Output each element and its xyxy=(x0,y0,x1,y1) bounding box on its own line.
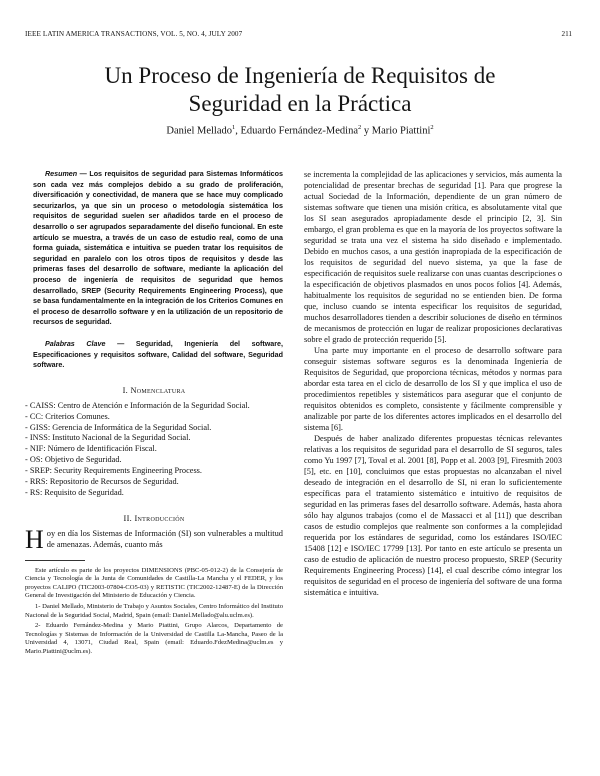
keywords-text: — Seguridad, Ingeniería del software, Especificaciones y requisitos software, Calidad del software, Seguridad software. xyxy=(33,339,283,370)
abstract xyxy=(33,169,283,328)
abstract-label: Resumen xyxy=(45,170,78,178)
author-3: Mario Piattini xyxy=(371,125,431,137)
paper-title xyxy=(40,62,560,118)
list-item: - CAISS: Centro de Atención e Información de la Seguridad Social. xyxy=(25,400,250,410)
author-1-affiliation: 1 xyxy=(231,124,236,131)
running-head: IEEE LATIN AMERICA TRANSACTIONS, VOL. 5, NO. 4, JULY 2007 xyxy=(25,30,243,38)
keywords-label: Palabras Clave xyxy=(45,339,106,348)
list-item: - SREP: Security Requirements Engineering Process. xyxy=(25,466,202,476)
abstract-text: — Los requisitos de seguridad para Sistemas Informáticos son cada vez más complejos debido a su grado de proliferación, diversificación y conectividad, de manera que se hace muy complicado securizarlos, ya que sin un proceso o metodología sistemática los requisitos de seguridad suelen ser añadidos tarde en el proceso de desarrollo o ser agrupados separadamente del diseño funcional. En este artículo se muestra, a través de un caso de estudio real, como de una forma guiada, sistemática e intuitiva se pueden tratar los requisitos de seguridad en paralelo con los otros tipos de requisitos y desde las primeras fases del desarrollo de software, mediante la aplicación del proceso de ingeniería de requisitos de seguridad que hemos desarrollado, SREP (Security Requirements Engineering Process), que se basa fundamentalmente en la integración de los Criterios Comunes en el proceso de desarrollo software y en la utilización de un repositorio de recursos de seguridad. xyxy=(33,170,283,327)
author-1: Daniel Mellado xyxy=(166,125,232,137)
footnote-funding: Este artículo es parte de los proyectos DIMENSIONS (PBC-05-012-2) de la Consejería de Ciencia y Tecnología de la Junta de Comunidades de Castilla-La Mancha y el FEDER, y los proyectos CALIPO (TIC2003-07804-CO5-03) y RETISTIC (TIC2002-12487-E) de la Dirección General de Investigación del Ministerio de Educación y Ciencia. xyxy=(25,566,283,600)
author-separator: , xyxy=(235,125,241,137)
index-terms xyxy=(33,339,283,371)
introduction-paragraph xyxy=(25,524,283,554)
author-2-affiliation: 2 xyxy=(357,124,362,131)
list-item: - INSS: Instituto Nacional de la Seguridad Social. xyxy=(25,433,191,443)
footnote-author-1: 1- Daniel Mellado, Ministerio de Trabajo y Asuntos Sociales, Centro Informático del Instituto Nacional de la Seguridad Social, Madrid, Spain (email: Daniel.Mellado@alu.uclm.es). xyxy=(25,603,283,619)
author-separator: y xyxy=(361,125,372,137)
left-column xyxy=(25,169,283,659)
page-number: 211 xyxy=(561,30,572,38)
list-item: - OS: Objetivo de Seguridad. xyxy=(25,455,122,465)
right-column xyxy=(304,169,562,598)
body-paragraph: Después de haber analizado diferentes propuestas técnicas relevantes relativas a los requisitos de seguridad para el desarrollo de SI seguros, tales como Yu 1997 [7], Toval et al. 2001 [8], Popp et al. 2003 [9], Firesmith 2003 [5], etc. en [10], concluimos que estas propuestas no alcanzaban el nivel deseado de integración en el desarrollo de SI, ni eran lo suficientemente específicas para el tratamiento sistemático e intuitivo de requisitos de seguridad en las primeras fases del desarrollo software. Además, hasta ahora sólo hay algunos trabajos (como el de Massacci et al [11]) que describan casos de estudio complejos que realmente son conformes a la complejidad requerida por los estándares de seguridad, como los estándares ISO/IEC 15408 [12] e ISO/IEC 17799 [13]. Por tanto en este artículo se presenta un caso de estudio de aplicación de nuestro proceso propuesto, SREP (Security Requirements Engineering Process) [14], el cual describe cómo integrar los requisitos de seguridad en el proceso de ingeniería del software de una forma sistemática e intuitiva. xyxy=(304,434,562,597)
author-list xyxy=(40,124,560,137)
introduction-text: oy en día los Sistemas de Información (SI) son vulnerables a multitud de amenazas. Además, cuanto más xyxy=(46,528,283,549)
body-paragraph: Una parte muy importante en el proceso de desarrollo software para conseguir sistemas software seguros es la denominada Ingeniería de Requisitos de Seguridad, que proporciona técnicas, métodos y normas para abordar esta tarea en el ciclo de desarrollo de los SI y que implica el uso de procedimientos repetibles y sistemáticos para asegurar que el conjunto de requisitos obtenidos es completo, consistente y fácilmente comprensible y analizable por parte de los diferentes actores implicados en el desarrollo del sistema [6]. xyxy=(304,346,562,432)
author-2: Eduardo Fernández-Medina xyxy=(240,125,358,137)
list-item: - CC: Criterios Comunes. xyxy=(25,411,110,421)
title-line-2: Seguridad en la Práctica xyxy=(188,91,412,116)
list-item: - RRS: Repositorio de Recursos de Seguridad. xyxy=(25,477,179,487)
title-line-1: Un Proceso de Ingeniería de Requisitos de xyxy=(104,63,496,88)
section-heading-nomenclature: I. Nomenclatura xyxy=(122,385,186,395)
footnote-author-2: 2- Eduardo Fernández-Medina y Mario Piattini, Grupo Alarcos, Departamento de Tecnologías y Sistemas de Información de la Universidad de Castilla La-Mancha, Paseo de la Universidad 4, 13071, Ciudad Real, Spain (email: Eduardo.FdezMedina@uclm.es y Mario.Piattini@uclm.es). xyxy=(25,622,283,655)
section-heading-introduction: II. Introducción xyxy=(123,513,185,523)
list-item: - RS: Requisito de Seguridad. xyxy=(25,487,124,497)
footnote-divider xyxy=(25,560,85,561)
body-paragraph: se incrementa la complejidad de las aplicaciones y servicios, más aumenta la potencialidad de presentar brechas de seguridad [1]. Para que progrese la actual Sociedad de la Información, dependiente de un gran número de sistemas software que tienen una misión crítica, es absolutamente vital que los SI sean asegurados apropiadamente desde el principio [2, 3]. Sin embargo, el gran problema es que en la mayoría de los proyectos software la seguridad se trata una vez el sistema ha sido diseñado e implementado. Debido en muchos casos, a una gestión inapropiada de la especificación de los requisitos de seguridad del nuevo sistema, ya que la fase de especificación de requisitos suele realizarse con unas cuantas descripciones o la especificación de objetivos plasmados en unos pocos folios [4]. Además, habitualmente los requisitos de seguridad no se entienden bien. De forma que, incluso cuando se intenta especificar los requisitos de seguridad, muchos desarrolladores tienden a describir soluciones de diseño en términos de mecanismos de protección en lugar de realizar proposiciones declarativas sobre el grado de protección requerido [5]. xyxy=(304,170,562,344)
author-3-affiliation: 2 xyxy=(430,124,434,131)
nomenclature-list xyxy=(25,401,283,499)
drop-cap: H xyxy=(25,524,44,554)
list-item: - GISS: Gerencia de Informática de la Seguridad Social. xyxy=(25,422,212,432)
list-item: - NIF: Número de Identificación Fiscal. xyxy=(25,444,157,454)
